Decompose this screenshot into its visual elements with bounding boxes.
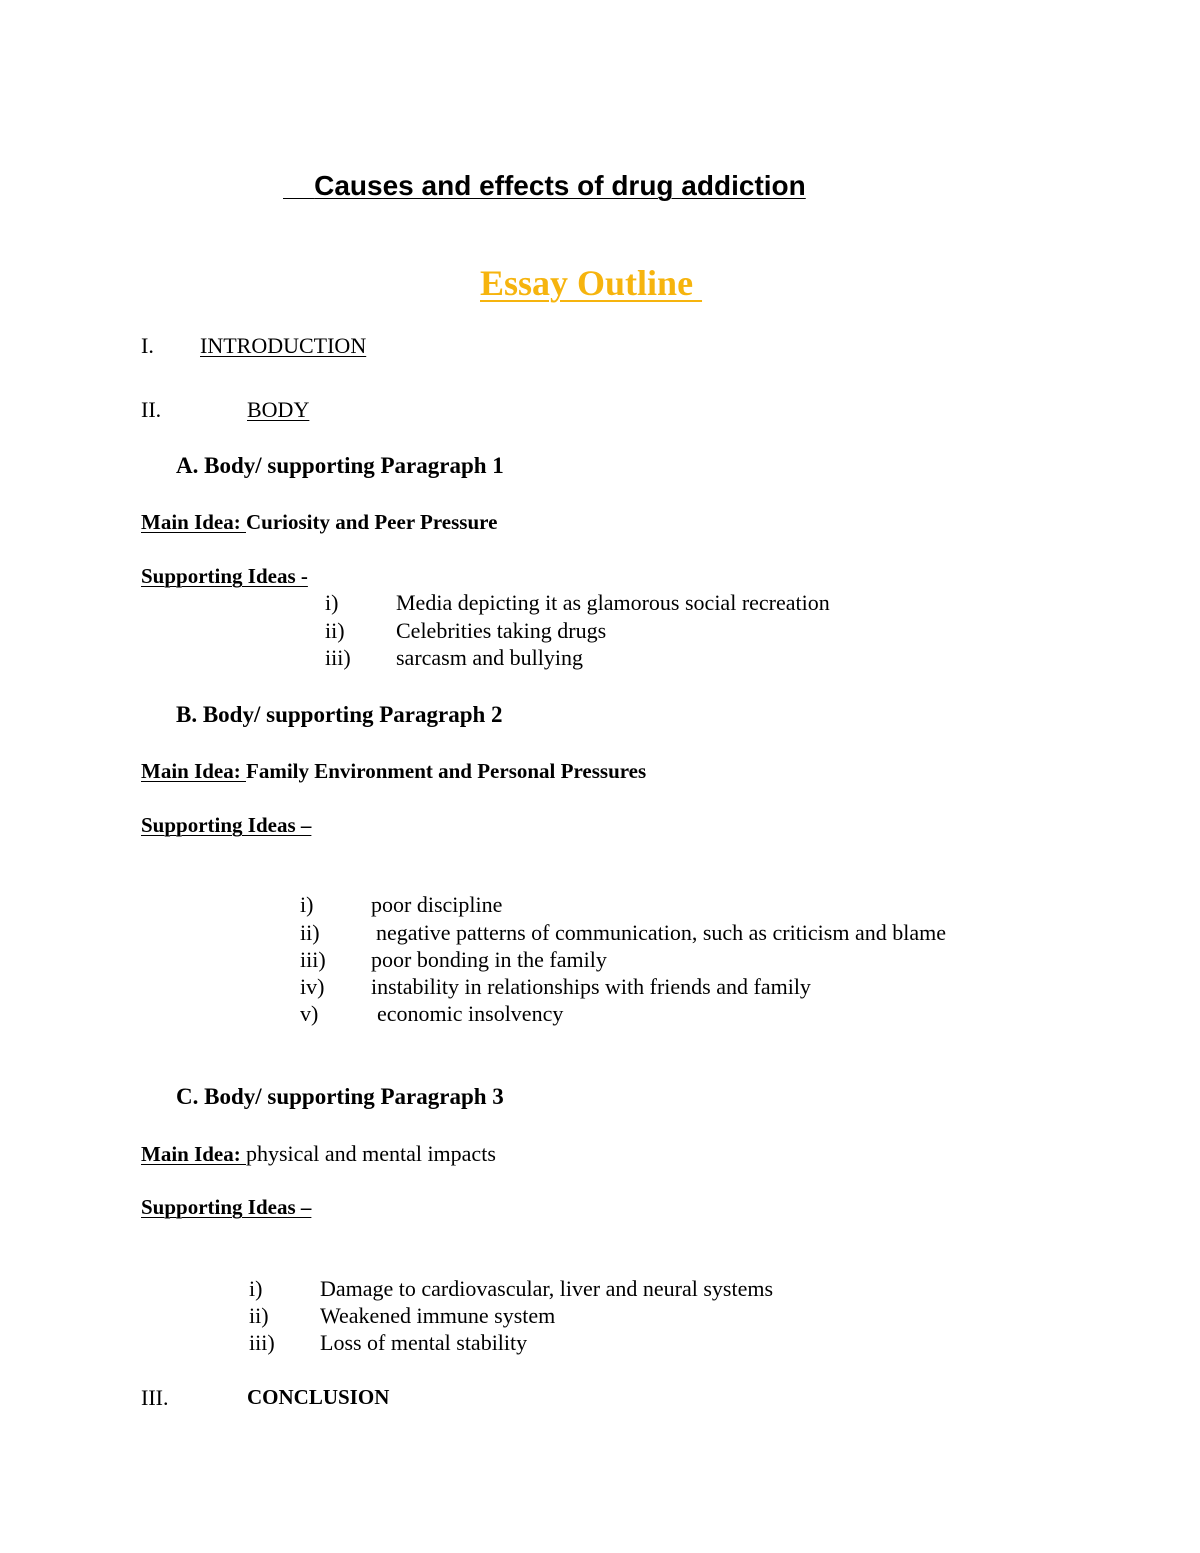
list-item-text: Media depicting it as glamorous social recreation [396,590,830,615]
paragraph-a-supporting-label: Supporting Ideas - [141,564,308,588]
section-numeral-conclusion: III. [141,1385,169,1410]
list-item-text: negative patterns of communication, such as criticism and blame [376,920,946,945]
section-heading-body: BODY [247,397,310,422]
main-idea-text: Family Environment and Personal Pressures [246,759,647,783]
paragraph-c-main-idea [141,1141,496,1167]
main-idea-label: Main Idea: [141,759,246,783]
list-item-number: iii) [300,947,326,972]
section-heading-conclusion: CONCLUSION [247,1385,390,1409]
list-item-text: Celebrities taking drugs [396,618,607,643]
list-item-text: economic insolvency [377,1001,564,1026]
list-item-text: Loss of mental stability [320,1330,528,1355]
list-item-text: instability in relationships with friends and family [371,974,811,999]
paragraph-c-supporting-label: Supporting Ideas – [141,1195,312,1219]
list-item-number: iv) [300,974,325,999]
list-item-text: sarcasm and bullying [396,645,583,670]
list-item-number: i) [249,1276,263,1301]
list-item-number: ii) [325,618,345,643]
section-numeral-intro: I. [141,333,154,358]
list-item-text: poor discipline [371,892,503,917]
list-item-number: ii) [249,1303,269,1328]
list-item-number: v) [300,1001,319,1026]
list-item-number: iii) [325,645,351,670]
list-item-number: ii) [300,920,320,945]
paragraph-b-supporting-label: Supporting Ideas – [141,813,312,837]
list-item-text: Weakened immune system [320,1303,556,1328]
paragraph-a-main-idea [141,510,497,535]
list-item-text: Damage to cardiovascular, liver and neural systems [320,1276,774,1301]
paragraph-a-heading: A. Body/ supporting Paragraph 1 [176,453,504,478]
title-leading-space [283,170,314,201]
list-item-number: i) [325,590,339,615]
document-title [283,170,806,202]
list-item-number: iii) [249,1330,275,1355]
document-title-text: Causes and effects of drug addiction [314,170,806,201]
document-subtitle: Essay Outline [480,263,703,303]
paragraph-b-main-idea [141,759,646,784]
main-idea-label: Main Idea: [141,510,246,534]
section-heading-intro: INTRODUCTION [200,333,367,358]
main-idea-text: Curiosity and Peer Pressure [246,510,498,534]
list-item-text: poor bonding in the family [371,947,607,972]
paragraph-b-heading: B. Body/ supporting Paragraph 2 [176,702,503,727]
main-idea-text: physical and mental impacts [246,1141,496,1166]
main-idea-label: Main Idea: [141,1142,246,1166]
section-numeral-body: II. [141,397,162,422]
list-item-number: i) [300,892,314,917]
paragraph-c-heading: C. Body/ supporting Paragraph 3 [176,1084,504,1109]
